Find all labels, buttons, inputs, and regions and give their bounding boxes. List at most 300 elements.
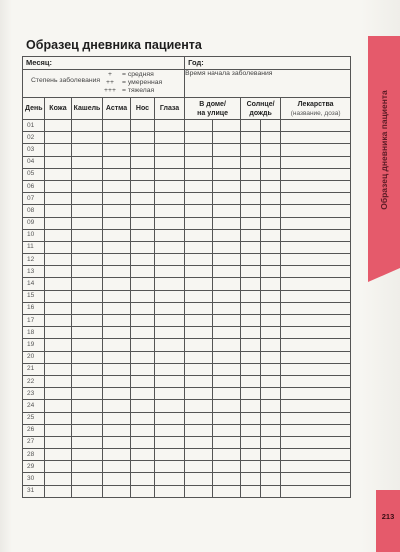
entry-cell[interactable] bbox=[72, 351, 103, 363]
entry-cell[interactable] bbox=[281, 473, 351, 485]
entry-cell[interactable] bbox=[213, 461, 241, 473]
entry-cell[interactable] bbox=[281, 290, 351, 302]
entry-cell[interactable] bbox=[185, 485, 213, 497]
entry-cell[interactable] bbox=[155, 424, 185, 436]
entry-cell[interactable] bbox=[155, 388, 185, 400]
entry-cell[interactable] bbox=[72, 315, 103, 327]
entry-cell[interactable] bbox=[72, 363, 103, 375]
entry-cell[interactable] bbox=[72, 400, 103, 412]
entry-cell[interactable] bbox=[241, 375, 261, 387]
entry-cell[interactable] bbox=[281, 278, 351, 290]
entry-cell[interactable] bbox=[45, 424, 72, 436]
entry-cell[interactable] bbox=[213, 473, 241, 485]
entry-cell[interactable] bbox=[261, 485, 281, 497]
entry-cell[interactable] bbox=[261, 449, 281, 461]
entry-cell[interactable] bbox=[261, 229, 281, 241]
entry-cell[interactable] bbox=[185, 290, 213, 302]
entry-cell[interactable] bbox=[131, 375, 155, 387]
entry-cell[interactable] bbox=[45, 193, 72, 205]
entry-cell[interactable] bbox=[155, 229, 185, 241]
entry-cell[interactable] bbox=[185, 339, 213, 351]
entry-cell[interactable] bbox=[45, 205, 72, 217]
entry-cell[interactable] bbox=[185, 473, 213, 485]
entry-cell[interactable] bbox=[45, 363, 72, 375]
entry-cell[interactable] bbox=[131, 254, 155, 266]
entry-cell[interactable] bbox=[72, 485, 103, 497]
entry-cell[interactable] bbox=[281, 461, 351, 473]
entry-cell[interactable] bbox=[131, 400, 155, 412]
entry-cell[interactable] bbox=[131, 436, 155, 448]
entry-cell[interactable] bbox=[241, 278, 261, 290]
entry-cell[interactable] bbox=[281, 132, 351, 144]
entry-cell[interactable] bbox=[281, 351, 351, 363]
entry-cell[interactable] bbox=[261, 278, 281, 290]
entry-cell[interactable] bbox=[281, 388, 351, 400]
entry-cell[interactable] bbox=[155, 290, 185, 302]
entry-cell[interactable] bbox=[155, 473, 185, 485]
entry-cell[interactable] bbox=[261, 120, 281, 132]
entry-cell[interactable] bbox=[185, 180, 213, 192]
entry-cell[interactable] bbox=[72, 229, 103, 241]
entry-cell[interactable] bbox=[281, 315, 351, 327]
entry-cell[interactable] bbox=[261, 436, 281, 448]
entry-cell[interactable] bbox=[103, 375, 131, 387]
entry-cell[interactable] bbox=[241, 302, 261, 314]
entry-cell[interactable] bbox=[72, 205, 103, 217]
entry-cell[interactable] bbox=[155, 132, 185, 144]
entry-cell[interactable] bbox=[281, 144, 351, 156]
entry-cell[interactable] bbox=[213, 424, 241, 436]
entry-cell[interactable] bbox=[213, 339, 241, 351]
entry-cell[interactable] bbox=[213, 400, 241, 412]
entry-cell[interactable] bbox=[241, 473, 261, 485]
entry-cell[interactable] bbox=[261, 400, 281, 412]
entry-cell[interactable] bbox=[185, 375, 213, 387]
entry-cell[interactable] bbox=[261, 168, 281, 180]
month-field[interactable]: Месяц: bbox=[23, 57, 185, 70]
entry-cell[interactable] bbox=[103, 363, 131, 375]
entry-cell[interactable] bbox=[213, 156, 241, 168]
entry-cell[interactable] bbox=[281, 217, 351, 229]
entry-cell[interactable] bbox=[281, 266, 351, 278]
entry-cell[interactable] bbox=[213, 144, 241, 156]
entry-cell[interactable] bbox=[45, 278, 72, 290]
entry-cell[interactable] bbox=[155, 363, 185, 375]
entry-cell[interactable] bbox=[261, 327, 281, 339]
entry-cell[interactable] bbox=[72, 278, 103, 290]
entry-cell[interactable] bbox=[213, 180, 241, 192]
entry-cell[interactable] bbox=[185, 388, 213, 400]
entry-cell[interactable] bbox=[241, 266, 261, 278]
entry-cell[interactable] bbox=[241, 339, 261, 351]
entry-cell[interactable] bbox=[103, 339, 131, 351]
onset-time-field[interactable]: Время начала заболевания bbox=[185, 70, 351, 98]
entry-cell[interactable] bbox=[131, 193, 155, 205]
entry-cell[interactable] bbox=[72, 144, 103, 156]
entry-cell[interactable] bbox=[261, 266, 281, 278]
entry-cell[interactable] bbox=[241, 436, 261, 448]
entry-cell[interactable] bbox=[241, 388, 261, 400]
entry-cell[interactable] bbox=[45, 144, 72, 156]
entry-cell[interactable] bbox=[103, 254, 131, 266]
entry-cell[interactable] bbox=[241, 156, 261, 168]
entry-cell[interactable] bbox=[185, 254, 213, 266]
entry-cell[interactable] bbox=[45, 156, 72, 168]
entry-cell[interactable] bbox=[103, 302, 131, 314]
entry-cell[interactable] bbox=[103, 436, 131, 448]
entry-cell[interactable] bbox=[131, 327, 155, 339]
entry-cell[interactable] bbox=[131, 473, 155, 485]
entry-cell[interactable] bbox=[185, 156, 213, 168]
entry-cell[interactable] bbox=[103, 266, 131, 278]
entry-cell[interactable] bbox=[45, 436, 72, 448]
entry-cell[interactable] bbox=[213, 120, 241, 132]
entry-cell[interactable] bbox=[261, 180, 281, 192]
entry-cell[interactable] bbox=[72, 266, 103, 278]
entry-cell[interactable] bbox=[213, 217, 241, 229]
entry-cell[interactable] bbox=[103, 315, 131, 327]
entry-cell[interactable] bbox=[185, 351, 213, 363]
entry-cell[interactable] bbox=[241, 205, 261, 217]
entry-cell[interactable] bbox=[185, 449, 213, 461]
entry-cell[interactable] bbox=[155, 120, 185, 132]
entry-cell[interactable] bbox=[213, 388, 241, 400]
entry-cell[interactable] bbox=[281, 424, 351, 436]
entry-cell[interactable] bbox=[155, 266, 185, 278]
entry-cell[interactable] bbox=[103, 132, 131, 144]
entry-cell[interactable] bbox=[185, 229, 213, 241]
entry-cell[interactable] bbox=[131, 449, 155, 461]
entry-cell[interactable] bbox=[241, 168, 261, 180]
entry-cell[interactable] bbox=[241, 363, 261, 375]
entry-cell[interactable] bbox=[155, 193, 185, 205]
entry-cell[interactable] bbox=[131, 144, 155, 156]
entry-cell[interactable] bbox=[72, 120, 103, 132]
entry-cell[interactable] bbox=[155, 375, 185, 387]
entry-cell[interactable] bbox=[281, 205, 351, 217]
entry-cell[interactable] bbox=[72, 290, 103, 302]
entry-cell[interactable] bbox=[131, 120, 155, 132]
entry-cell[interactable] bbox=[103, 351, 131, 363]
entry-cell[interactable] bbox=[131, 156, 155, 168]
entry-cell[interactable] bbox=[103, 388, 131, 400]
entry-cell[interactable] bbox=[45, 327, 72, 339]
entry-cell[interactable] bbox=[45, 473, 72, 485]
entry-cell[interactable] bbox=[241, 315, 261, 327]
entry-cell[interactable] bbox=[72, 302, 103, 314]
entry-cell[interactable] bbox=[185, 436, 213, 448]
entry-cell[interactable] bbox=[155, 217, 185, 229]
entry-cell[interactable] bbox=[103, 327, 131, 339]
entry-cell[interactable] bbox=[72, 339, 103, 351]
entry-cell[interactable] bbox=[241, 241, 261, 253]
entry-cell[interactable] bbox=[155, 302, 185, 314]
entry-cell[interactable] bbox=[281, 193, 351, 205]
year-field[interactable]: Год: bbox=[185, 57, 351, 70]
entry-cell[interactable] bbox=[261, 375, 281, 387]
entry-cell[interactable] bbox=[155, 461, 185, 473]
entry-cell[interactable] bbox=[155, 412, 185, 424]
entry-cell[interactable] bbox=[131, 363, 155, 375]
entry-cell[interactable] bbox=[281, 436, 351, 448]
entry-cell[interactable] bbox=[131, 205, 155, 217]
entry-cell[interactable] bbox=[261, 156, 281, 168]
entry-cell[interactable] bbox=[131, 412, 155, 424]
entry-cell[interactable] bbox=[103, 120, 131, 132]
entry-cell[interactable] bbox=[213, 193, 241, 205]
entry-cell[interactable] bbox=[213, 302, 241, 314]
entry-cell[interactable] bbox=[45, 400, 72, 412]
entry-cell[interactable] bbox=[72, 449, 103, 461]
entry-cell[interactable] bbox=[103, 205, 131, 217]
entry-cell[interactable] bbox=[261, 254, 281, 266]
entry-cell[interactable] bbox=[281, 180, 351, 192]
entry-cell[interactable] bbox=[241, 180, 261, 192]
entry-cell[interactable] bbox=[131, 388, 155, 400]
entry-cell[interactable] bbox=[185, 461, 213, 473]
entry-cell[interactable] bbox=[213, 363, 241, 375]
entry-cell[interactable] bbox=[72, 412, 103, 424]
entry-cell[interactable] bbox=[131, 424, 155, 436]
entry-cell[interactable] bbox=[155, 400, 185, 412]
entry-cell[interactable] bbox=[185, 266, 213, 278]
entry-cell[interactable] bbox=[72, 241, 103, 253]
entry-cell[interactable] bbox=[45, 132, 72, 144]
entry-cell[interactable] bbox=[213, 449, 241, 461]
entry-cell[interactable] bbox=[155, 241, 185, 253]
entry-cell[interactable] bbox=[241, 290, 261, 302]
entry-cell[interactable] bbox=[72, 193, 103, 205]
entry-cell[interactable] bbox=[155, 278, 185, 290]
entry-cell[interactable] bbox=[131, 461, 155, 473]
entry-cell[interactable] bbox=[241, 351, 261, 363]
entry-cell[interactable] bbox=[131, 302, 155, 314]
entry-cell[interactable] bbox=[241, 132, 261, 144]
entry-cell[interactable] bbox=[45, 449, 72, 461]
entry-cell[interactable] bbox=[72, 254, 103, 266]
entry-cell[interactable] bbox=[213, 241, 241, 253]
entry-cell[interactable] bbox=[281, 339, 351, 351]
entry-cell[interactable] bbox=[72, 327, 103, 339]
entry-cell[interactable] bbox=[103, 290, 131, 302]
entry-cell[interactable] bbox=[213, 205, 241, 217]
entry-cell[interactable] bbox=[155, 351, 185, 363]
entry-cell[interactable] bbox=[185, 217, 213, 229]
entry-cell[interactable] bbox=[103, 229, 131, 241]
entry-cell[interactable] bbox=[45, 266, 72, 278]
entry-cell[interactable] bbox=[45, 180, 72, 192]
entry-cell[interactable] bbox=[72, 156, 103, 168]
entry-cell[interactable] bbox=[72, 461, 103, 473]
entry-cell[interactable] bbox=[241, 424, 261, 436]
entry-cell[interactable] bbox=[45, 217, 72, 229]
entry-cell[interactable] bbox=[185, 302, 213, 314]
entry-cell[interactable] bbox=[131, 132, 155, 144]
entry-cell[interactable] bbox=[213, 485, 241, 497]
entry-cell[interactable] bbox=[155, 449, 185, 461]
entry-cell[interactable] bbox=[241, 412, 261, 424]
entry-cell[interactable] bbox=[281, 229, 351, 241]
entry-cell[interactable] bbox=[241, 120, 261, 132]
entry-cell[interactable] bbox=[103, 485, 131, 497]
entry-cell[interactable] bbox=[155, 485, 185, 497]
entry-cell[interactable] bbox=[185, 400, 213, 412]
entry-cell[interactable] bbox=[213, 254, 241, 266]
entry-cell[interactable] bbox=[103, 168, 131, 180]
entry-cell[interactable] bbox=[261, 205, 281, 217]
entry-cell[interactable] bbox=[213, 315, 241, 327]
entry-cell[interactable] bbox=[241, 485, 261, 497]
entry-cell[interactable] bbox=[131, 266, 155, 278]
entry-cell[interactable] bbox=[45, 290, 72, 302]
entry-cell[interactable] bbox=[261, 412, 281, 424]
entry-cell[interactable] bbox=[103, 400, 131, 412]
entry-cell[interactable] bbox=[72, 217, 103, 229]
entry-cell[interactable] bbox=[281, 400, 351, 412]
entry-cell[interactable] bbox=[185, 168, 213, 180]
entry-cell[interactable] bbox=[261, 132, 281, 144]
entry-cell[interactable] bbox=[45, 120, 72, 132]
entry-cell[interactable] bbox=[281, 168, 351, 180]
entry-cell[interactable] bbox=[131, 485, 155, 497]
entry-cell[interactable] bbox=[185, 132, 213, 144]
entry-cell[interactable] bbox=[103, 193, 131, 205]
entry-cell[interactable] bbox=[155, 156, 185, 168]
entry-cell[interactable] bbox=[131, 290, 155, 302]
entry-cell[interactable] bbox=[103, 241, 131, 253]
entry-cell[interactable] bbox=[131, 241, 155, 253]
entry-cell[interactable] bbox=[185, 193, 213, 205]
entry-cell[interactable] bbox=[103, 180, 131, 192]
entry-cell[interactable] bbox=[103, 461, 131, 473]
entry-cell[interactable] bbox=[241, 449, 261, 461]
entry-cell[interactable] bbox=[131, 315, 155, 327]
entry-cell[interactable] bbox=[261, 424, 281, 436]
entry-cell[interactable] bbox=[45, 254, 72, 266]
entry-cell[interactable] bbox=[103, 217, 131, 229]
entry-cell[interactable] bbox=[213, 266, 241, 278]
entry-cell[interactable] bbox=[131, 217, 155, 229]
entry-cell[interactable] bbox=[185, 315, 213, 327]
entry-cell[interactable] bbox=[155, 205, 185, 217]
entry-cell[interactable] bbox=[213, 278, 241, 290]
entry-cell[interactable] bbox=[45, 461, 72, 473]
entry-cell[interactable] bbox=[213, 351, 241, 363]
entry-cell[interactable] bbox=[72, 388, 103, 400]
entry-cell[interactable] bbox=[72, 132, 103, 144]
entry-cell[interactable] bbox=[45, 375, 72, 387]
entry-cell[interactable] bbox=[131, 278, 155, 290]
entry-cell[interactable] bbox=[45, 241, 72, 253]
entry-cell[interactable] bbox=[213, 327, 241, 339]
entry-cell[interactable] bbox=[185, 363, 213, 375]
entry-cell[interactable] bbox=[241, 400, 261, 412]
entry-cell[interactable] bbox=[45, 351, 72, 363]
entry-cell[interactable] bbox=[72, 436, 103, 448]
entry-cell[interactable] bbox=[185, 205, 213, 217]
entry-cell[interactable] bbox=[261, 241, 281, 253]
entry-cell[interactable] bbox=[72, 473, 103, 485]
entry-cell[interactable] bbox=[261, 302, 281, 314]
entry-cell[interactable] bbox=[155, 339, 185, 351]
entry-cell[interactable] bbox=[155, 254, 185, 266]
entry-cell[interactable] bbox=[241, 193, 261, 205]
entry-cell[interactable] bbox=[281, 485, 351, 497]
entry-cell[interactable] bbox=[185, 241, 213, 253]
entry-cell[interactable] bbox=[72, 424, 103, 436]
entry-cell[interactable] bbox=[261, 339, 281, 351]
entry-cell[interactable] bbox=[281, 363, 351, 375]
entry-cell[interactable] bbox=[45, 229, 72, 241]
entry-cell[interactable] bbox=[213, 290, 241, 302]
entry-cell[interactable] bbox=[72, 168, 103, 180]
entry-cell[interactable] bbox=[45, 485, 72, 497]
entry-cell[interactable] bbox=[131, 229, 155, 241]
entry-cell[interactable] bbox=[281, 120, 351, 132]
entry-cell[interactable] bbox=[281, 449, 351, 461]
entry-cell[interactable] bbox=[281, 375, 351, 387]
entry-cell[interactable] bbox=[185, 412, 213, 424]
entry-cell[interactable] bbox=[155, 327, 185, 339]
entry-cell[interactable] bbox=[281, 156, 351, 168]
entry-cell[interactable] bbox=[131, 168, 155, 180]
entry-cell[interactable] bbox=[131, 339, 155, 351]
entry-cell[interactable] bbox=[185, 144, 213, 156]
entry-cell[interactable] bbox=[261, 351, 281, 363]
entry-cell[interactable] bbox=[261, 315, 281, 327]
entry-cell[interactable] bbox=[185, 424, 213, 436]
entry-cell[interactable] bbox=[213, 412, 241, 424]
entry-cell[interactable] bbox=[155, 168, 185, 180]
entry-cell[interactable] bbox=[155, 180, 185, 192]
entry-cell[interactable] bbox=[72, 180, 103, 192]
entry-cell[interactable] bbox=[213, 168, 241, 180]
entry-cell[interactable] bbox=[185, 120, 213, 132]
entry-cell[interactable] bbox=[185, 327, 213, 339]
entry-cell[interactable] bbox=[261, 388, 281, 400]
entry-cell[interactable] bbox=[213, 375, 241, 387]
entry-cell[interactable] bbox=[213, 132, 241, 144]
entry-cell[interactable] bbox=[131, 180, 155, 192]
entry-cell[interactable] bbox=[213, 229, 241, 241]
entry-cell[interactable] bbox=[261, 217, 281, 229]
entry-cell[interactable] bbox=[261, 461, 281, 473]
entry-cell[interactable] bbox=[281, 302, 351, 314]
entry-cell[interactable] bbox=[155, 315, 185, 327]
entry-cell[interactable] bbox=[45, 388, 72, 400]
entry-cell[interactable] bbox=[261, 144, 281, 156]
entry-cell[interactable] bbox=[213, 436, 241, 448]
entry-cell[interactable] bbox=[241, 229, 261, 241]
entry-cell[interactable] bbox=[103, 412, 131, 424]
entry-cell[interactable] bbox=[261, 473, 281, 485]
entry-cell[interactable] bbox=[155, 436, 185, 448]
entry-cell[interactable] bbox=[45, 168, 72, 180]
entry-cell[interactable] bbox=[261, 193, 281, 205]
entry-cell[interactable] bbox=[241, 461, 261, 473]
entry-cell[interactable] bbox=[241, 144, 261, 156]
entry-cell[interactable] bbox=[131, 351, 155, 363]
entry-cell[interactable] bbox=[103, 144, 131, 156]
entry-cell[interactable] bbox=[103, 449, 131, 461]
entry-cell[interactable] bbox=[103, 424, 131, 436]
entry-cell[interactable] bbox=[281, 412, 351, 424]
entry-cell[interactable] bbox=[261, 363, 281, 375]
entry-cell[interactable] bbox=[185, 278, 213, 290]
entry-cell[interactable] bbox=[241, 327, 261, 339]
entry-cell[interactable] bbox=[281, 254, 351, 266]
entry-cell[interactable] bbox=[155, 144, 185, 156]
